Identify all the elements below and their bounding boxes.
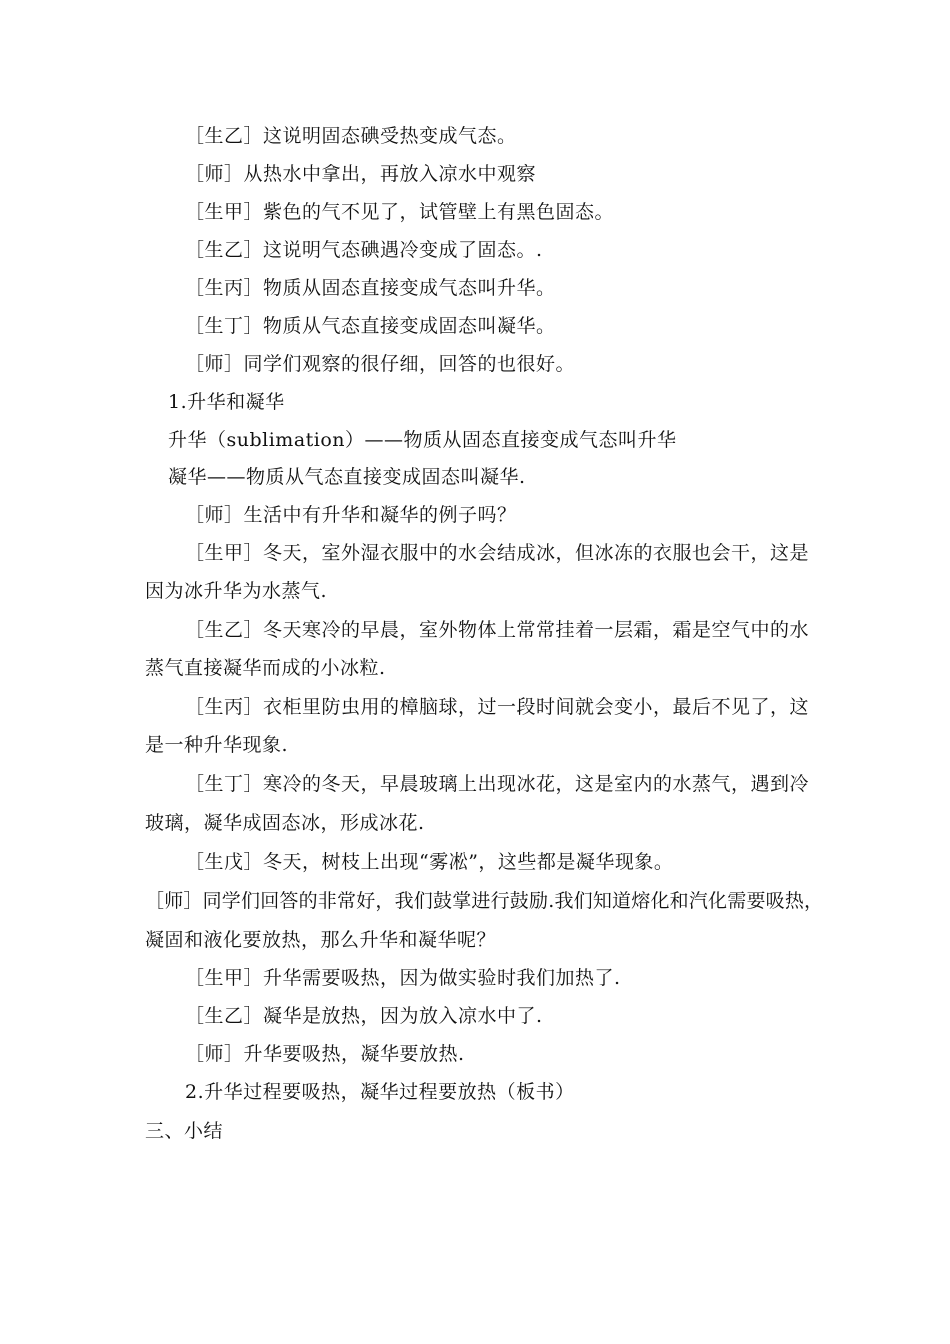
dialogue-line: ［生乙］这说明固态碘受热变成气态。 bbox=[185, 125, 517, 147]
dialogue-line: ［生戊］冬天，树枝上出现“雾凇”，这些都是凝华现象。 bbox=[185, 851, 674, 873]
dialogue-line: ［生丁］物质从气态直接变成固态叫凝华。 bbox=[185, 315, 556, 337]
section-heading: 1.升华和凝华 bbox=[168, 391, 285, 413]
dialogue-line: ［生甲］紫色的气不见了，试管壁上有黑色固态。 bbox=[185, 201, 615, 223]
dialogue-line: ［生甲］冬天，室外湿衣服中的水会结成冰，但冰冻的衣服也会干，这是 bbox=[185, 542, 810, 564]
dialogue-line: ［生乙］凝华是放热，因为放入凉水中了. bbox=[185, 1005, 543, 1027]
dialogue-line-continued: 蒸气直接凝华而成的小冰粒. bbox=[145, 657, 386, 679]
dialogue-line-continued: 玻璃，凝华成固态冰，形成冰花. bbox=[145, 812, 425, 834]
dialogue-line: ［师］同学们观察的很仔细，回答的也很好。 bbox=[185, 353, 576, 375]
dialogue-line-continued: 凝固和液化要放热，那么升华和凝华呢？ bbox=[145, 929, 497, 951]
section-heading: 三、小结 bbox=[145, 1120, 224, 1142]
definition-line: 升华（sublimation）——物质从固态直接变成气态叫升华 bbox=[168, 429, 677, 451]
dialogue-line-continued: 因为冰升华为水蒸气. bbox=[145, 580, 328, 602]
dialogue-line: ［生丙］物质从固态直接变成气态叫升华。 bbox=[185, 277, 556, 299]
dialogue-line: ［生乙］这说明气态碘遇冷变成了固态。. bbox=[185, 239, 543, 261]
dialogue-line: ［生丙］衣柜里防虫用的樟脑球，过一段时间就会变小，最后不见了，这 bbox=[185, 696, 810, 718]
dialogue-line: ［师］从热水中拿出，再放入凉水中观察 bbox=[185, 163, 537, 185]
dialogue-line: ［生乙］冬天寒冷的早晨，室外物体上常常挂着一层霜，霜是空气中的水 bbox=[185, 619, 810, 641]
dialogue-line-continued: 是一种升华现象. bbox=[145, 734, 289, 756]
definition-line: 凝华——物质从气态直接变成固态叫凝华. bbox=[168, 466, 526, 488]
dialogue-line: ［生丁］寒冷的冬天，早晨玻璃上出现冰花，这是室内的水蒸气，遇到冷 bbox=[185, 773, 810, 795]
dialogue-line: ［生甲］升华需要吸热，因为做实验时我们加热了. bbox=[185, 967, 621, 989]
section-heading: 2.升华过程要吸热，凝华过程要放热（板书） bbox=[185, 1081, 575, 1103]
dialogue-line: ［师］升华要吸热，凝华要放热. bbox=[185, 1043, 465, 1065]
dialogue-line: ［师］同学们回答的非常好，我们鼓掌进行鼓励.我们知道熔化和汽化需要吸热， bbox=[145, 890, 824, 912]
dialogue-line: ［师］生活中有升华和凝华的例子吗？ bbox=[185, 504, 517, 526]
